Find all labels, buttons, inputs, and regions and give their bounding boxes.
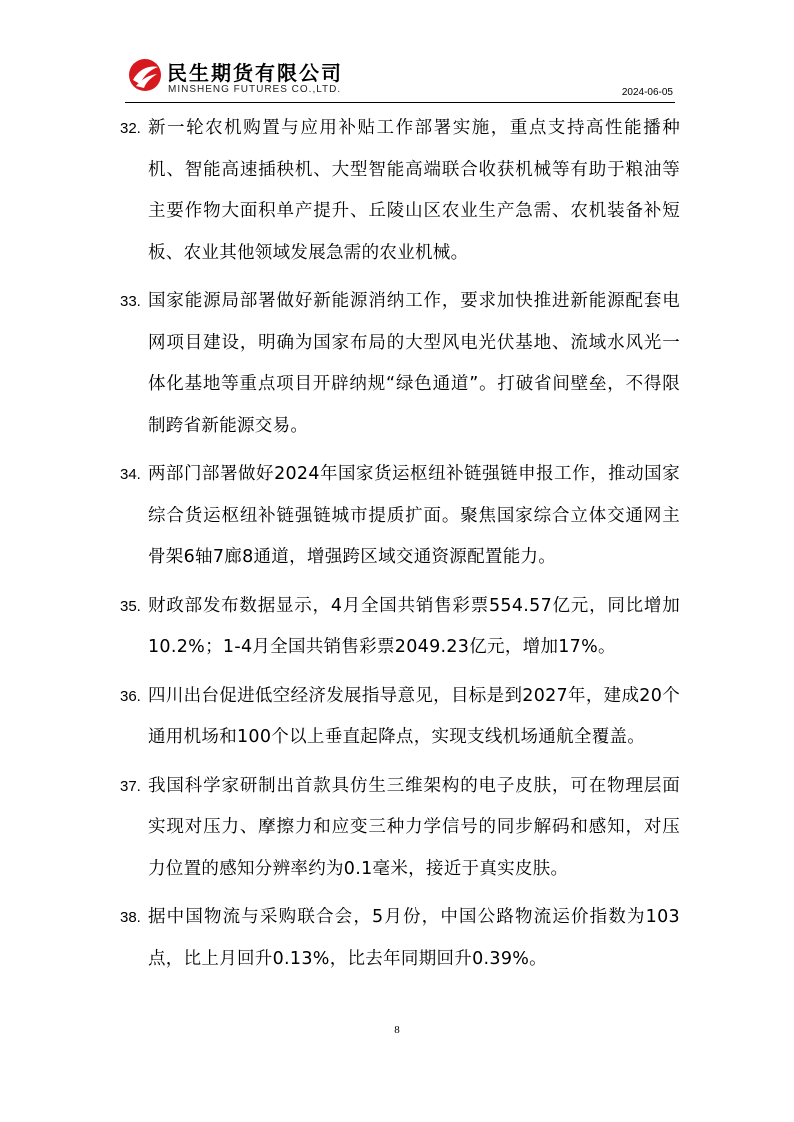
item-text: 国家能源局部署做好新能源消纳工作，要求加快推进新能源配套电网项目建设，明确为国家布局的大型风电光伏基地、流域水风光一体化基地等重点项目开辟纳规“绿色通道”。打破省间壁垒，不得限制跨省新能源交易。 bbox=[148, 291, 680, 436]
list-item bbox=[120, 108, 680, 274]
company-name-en: MINSHENG FUTURES CO.,LTD. bbox=[168, 84, 342, 95]
item-number: 33. bbox=[120, 293, 141, 310]
item-text: 据中国物流与采购联合会，5月份，中国公路物流运价指数为103点，比上月回升0.13%，比去年同期回升0.39%。 bbox=[148, 907, 680, 969]
list-item bbox=[120, 281, 680, 447]
item-number: 37. bbox=[120, 777, 141, 795]
item-number: 34. bbox=[120, 466, 141, 483]
item-number: 35. bbox=[120, 597, 141, 615]
list-item bbox=[120, 676, 680, 759]
minsheng-logo-icon bbox=[127, 57, 163, 93]
page-header bbox=[125, 55, 675, 103]
list-item bbox=[120, 586, 680, 669]
item-text: 我国科学家研制出首款具仿生三维架构的电子皮肤，可在物理层面实现对压力、摩擦力和应变三种力学信号的同步解码和感知，对压力位置的感知分辨率约为0.1毫米，接近于真实皮肤。 bbox=[148, 775, 680, 879]
news-list bbox=[120, 108, 680, 987]
item-text: 两部门部署做好2024年国家货运枢纽补链强链申报工作，推动国家综合货运枢纽补链强链城市提质扩面。聚焦国家综合立体交通网主骨架6轴7廊8通道，增强跨区域交通资源配置能力。 bbox=[148, 464, 680, 567]
item-text: 财政部发布数据显示，4月全国共销售彩票554.57亿元，同比增加10.2%；1-4月全国共销售彩票2049.23亿元，增加17%。 bbox=[148, 595, 680, 657]
item-text: 四川出台促进低空经济发展指导意见，目标是到2027年，建成20个通用机场和100个以上垂直起降点，实现支线机场通航全覆盖。 bbox=[148, 685, 680, 747]
page-number: 8 bbox=[394, 1024, 400, 1036]
item-number: 32. bbox=[120, 120, 141, 137]
header-rule bbox=[125, 102, 675, 103]
list-item bbox=[120, 766, 680, 891]
company-name-cn: 民生期货有限公司 bbox=[167, 61, 343, 85]
item-number: 38. bbox=[120, 909, 141, 926]
list-item bbox=[120, 454, 680, 579]
list-item bbox=[120, 897, 680, 980]
item-text: 新一轮农机购置与应用补贴工作部署实施，重点支持高性能播种机、智能高速插秧机、大型智能高端联合收获机械等有助于粮油等主要作物大面积单产提升、丘陵山区农业生产急需、农机装备补短板、农业其他领域发展急需的农业机械。 bbox=[148, 118, 680, 263]
report-date: 2024-06-05 bbox=[621, 87, 673, 98]
item-number: 36. bbox=[120, 687, 141, 705]
